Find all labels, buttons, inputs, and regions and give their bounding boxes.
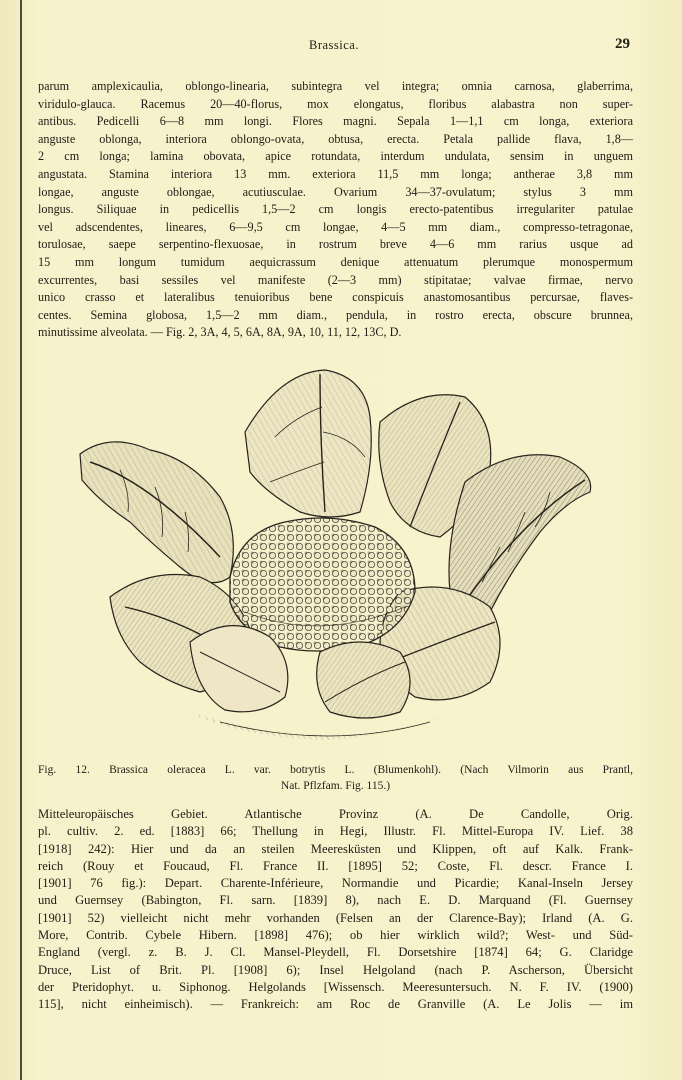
description-line: angustata. Stamina interiora 13 mm. exteriora 11,5 mm longa; antherae 3,8 mm: [38, 166, 633, 181]
leaf-back-center: [245, 370, 371, 517]
description-line: parum amplexicaulia, oblongo-linearia, subintegra vel integra; omnia carnosa, glaberrima,: [38, 79, 633, 93]
distribution-line: [1901] 52) vielleicht nicht mehr vorhanden (Felsen an der Clarence-Bay); Irland (A. G.: [38, 910, 633, 925]
leaf-front-right: [317, 642, 410, 718]
distribution-line: [1901] 76 fig.): Depart. Charente-Inférieure, Normandie und Picardie; Kanal-Inseln Jersey: [38, 876, 633, 891]
description-line: unico crasso et lateralibus tenuioribus bene conspicuis anastomosantibus percursae, flaves-: [38, 290, 633, 305]
distribution-line: 115], nicht einheimisch). — Frankreich: am Roc de Granville (A. Le Jolis — im: [38, 997, 633, 1012]
description-line: viridulo-glauca. Racemus 20—40-florus, mox elongatus, floribus alabastra non super-: [38, 96, 633, 111]
description-line: centes. Semina globosa, 1,5—2 mm diam., pendula, in rostro erecta, obscure brunnea,: [38, 307, 633, 322]
distribution-text: [38, 806, 633, 1014]
cauliflower-drawing: [70, 362, 610, 754]
description-line: excurrentes, basi sessiles vel manifeste (2—3 mm) stipitatae; valvae firmae, nervo: [38, 272, 633, 287]
running-title: Brassica.: [309, 38, 359, 52]
caption-line-2: Nat. Pflzfam. Fig. 115.): [280, 780, 391, 792]
page-number: 29: [615, 36, 630, 52]
species-description: [38, 78, 633, 342]
distribution-line: Druce, List of Brit. Pl. [1908] 6); Insel Helgoland (nach P. Ascherson, Übersicht: [38, 962, 633, 977]
distribution-line: reich (Rouy et Foucaud, Fl. France II. [1895] 52; Coste, Fl. descr. France I.: [38, 858, 633, 873]
distribution-line: More, Contrib. Cybele Hibern. [1898] 476); ob hier wirklich wild?; West- und Süd-: [38, 928, 633, 943]
description-line: 2 cm longa; lamina obovata, apice rotundata, interdum undulata, sensim in unguem: [38, 149, 633, 164]
distribution-line: [1918] 242): Hier und da an steilen Meeresküsten und Klippen, oft auf Kalk. Frank-: [38, 841, 633, 856]
description-line: anguste oblonga, interiora oblongo-ovata, obtusa, erecta. Petala pallide flava, 1,8—: [38, 131, 633, 146]
cauliflower-illustration: [70, 362, 610, 754]
description-line: minutissime alveolata. — Fig. 2, 3A, 4, 5, 6A, 8A, 9A, 10, 11, 12, 13C, D.: [38, 325, 402, 340]
description-line: vel adscendentes, lineares, 6—9,5 cm longae, 4—5 mm diam., compresso-tetragonae,: [38, 219, 633, 234]
caption-line-1: Fig. 12. Brassica oleracea L. var. botrytis L. (Blumenkohl). (Nach Vilmorin aus Prantl,: [38, 764, 633, 776]
distribution-line: England (vergl. z. B. J. Cl. Mansel-Pleydell, Fl. Dorsetshire [1874] 64; G. Claridge: [38, 945, 633, 960]
leaf-left-outer: [80, 442, 233, 583]
leaf-right-outer: [449, 455, 591, 615]
page-left-rule: [20, 0, 22, 1080]
description-line: 15 mm longum tumidum aequicrassum denique attenuatum plerumque monospermum: [38, 254, 633, 269]
distribution-line: Mitteleuropäisches Gebiet. Atlantische Provinz (A. De Candolle, Orig.: [38, 807, 633, 821]
description-line: longae, anguste oblongae, acutiusculae. Ovarium 34—37-ovulatum; stylus 3 mm: [38, 184, 633, 199]
ground-shadow: [190, 712, 450, 740]
description-line: antibus. Pedicelli 6—8 mm longi. Flores magni. Sepala 1—1,1 cm longa, exteriora: [38, 114, 633, 129]
distribution-line: der Pteridophyt. u. Siphonog. Helgolands [Wissensch. Meeresuntersuch. N. F. IV. (1900): [38, 979, 633, 994]
page-header: [38, 38, 630, 58]
distribution-line: pl. cultiv. 2. ed. [1883] 66; Thellung in Hegi, Illustr. Fl. Mittel-Europa IV. Lief. 38: [38, 824, 633, 839]
description-line: longus. Siliquae in pedicellis 1,5—2 cm longis erecto-patentibus irregulariter patulae: [38, 202, 633, 217]
distribution-line: und Guernsey (Babington, Fl. sarn. [1839] 8), nach E. D. Marquand (Fl. Guernsey: [38, 893, 633, 908]
description-line: torulosae, saepe serpentino-flexuosae, in rostrum breve 4—6 mm rarius usque ad: [38, 237, 633, 252]
figure-caption: [38, 762, 633, 794]
